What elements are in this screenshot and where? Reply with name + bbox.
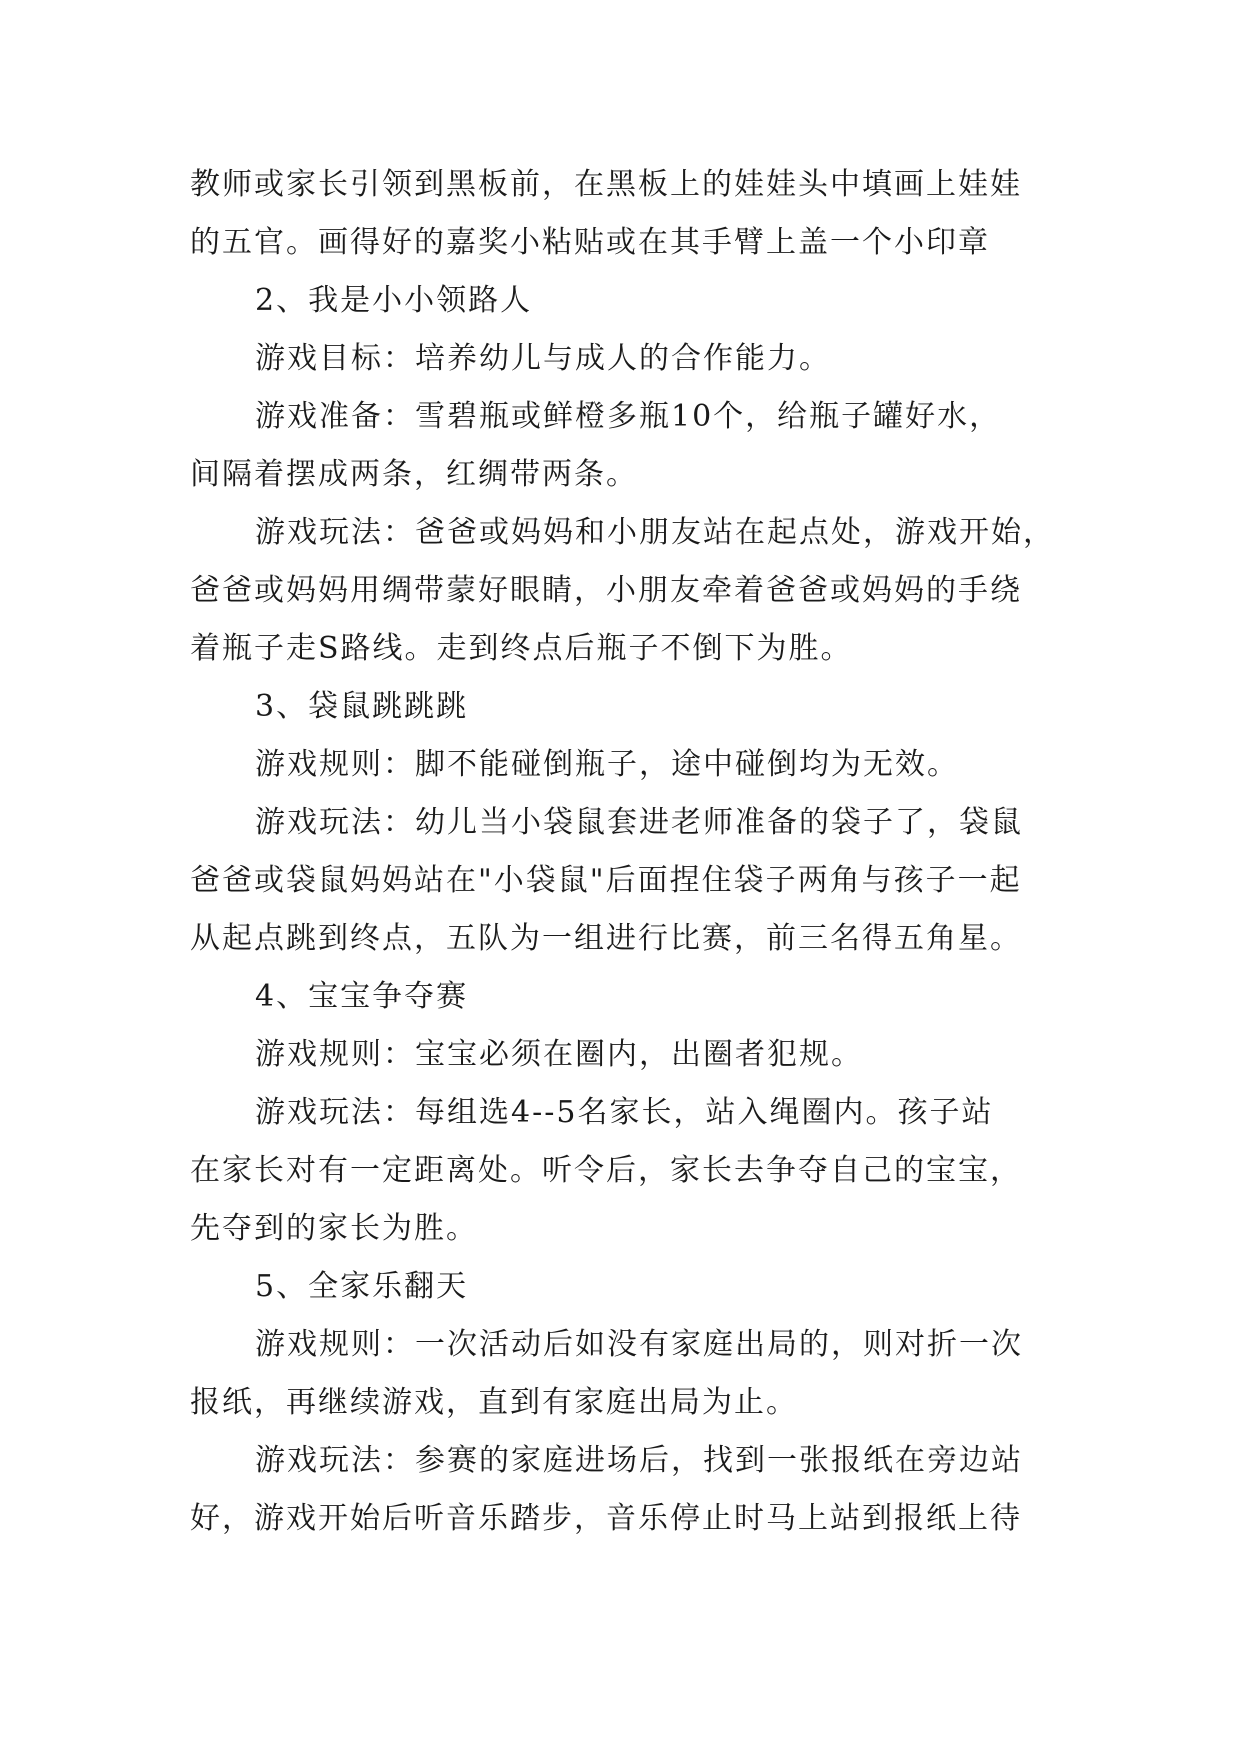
body-text-line: 游戏目标：培养幼儿与成人的合作能力。 <box>255 341 831 376</box>
body-text-line: 游戏玩法：爸爸或妈妈和小朋友站在起点处，游戏开始， <box>255 515 1055 550</box>
body-text-line: 报纸，再继续游戏，直到有家庭出局为止。 <box>190 1385 798 1420</box>
body-text-line: 游戏规则：一次活动后如没有家庭出局的，则对折一次 <box>255 1327 1023 1362</box>
body-text-line: 游戏玩法：每组选4--5名家长，站入绳圈内。孩子站 <box>255 1095 994 1130</box>
section-heading: 3、袋鼠跳跳跳 <box>255 689 469 724</box>
body-text-line: 在家长对有一定距离处。听令后，家长去争夺自己的宝宝， <box>190 1153 1022 1188</box>
body-text-line: 教师或家长引领到黑板前，在黑板上的娃娃头中填画上娃娃 <box>190 167 1022 202</box>
body-text-line: 爸爸或妈妈用绸带蒙好眼睛，小朋友牵着爸爸或妈妈的手绕 <box>190 573 1022 608</box>
body-text-line: 的五官。画得好的嘉奖小粘贴或在其手臂上盖一个小印章 <box>190 225 990 260</box>
body-text-line: 爸爸或袋鼠妈妈站在"小袋鼠"后面捏住袋子两角与孩子一起 <box>190 863 1022 898</box>
body-text-line: 游戏玩法：幼儿当小袋鼠套进老师准备的袋子了，袋鼠 <box>255 805 1023 840</box>
body-text-line: 游戏玩法：参赛的家庭进场后，找到一张报纸在旁边站 <box>255 1443 1023 1478</box>
body-text-line: 游戏规则：脚不能碰倒瓶子，途中碰倒均为无效。 <box>255 747 959 782</box>
body-text-line: 从起点跳到终点，五队为一组进行比赛，前三名得五角星。 <box>190 921 1022 956</box>
body-text-line: 好，游戏开始后听音乐踏步，音乐停止时马上站到报纸上待 <box>190 1501 1022 1536</box>
body-text-line: 着瓶子走S路线。走到终点后瓶子不倒下为胜。 <box>190 631 853 666</box>
section-heading: 4、宝宝争夺赛 <box>255 979 469 1014</box>
body-text-line: 游戏规则：宝宝必须在圈内，出圈者犯规。 <box>255 1037 863 1072</box>
section-heading: 5、全家乐翻天 <box>255 1269 469 1304</box>
section-heading: 2、我是小小领路人 <box>255 283 533 318</box>
body-text-line: 先夺到的家长为胜。 <box>190 1211 478 1246</box>
body-text-line: 间隔着摆成两条，红绸带两条。 <box>190 457 638 492</box>
body-text-line: 游戏准备：雪碧瓶或鲜橙多瓶10个，给瓶子罐好水， <box>255 399 1002 434</box>
